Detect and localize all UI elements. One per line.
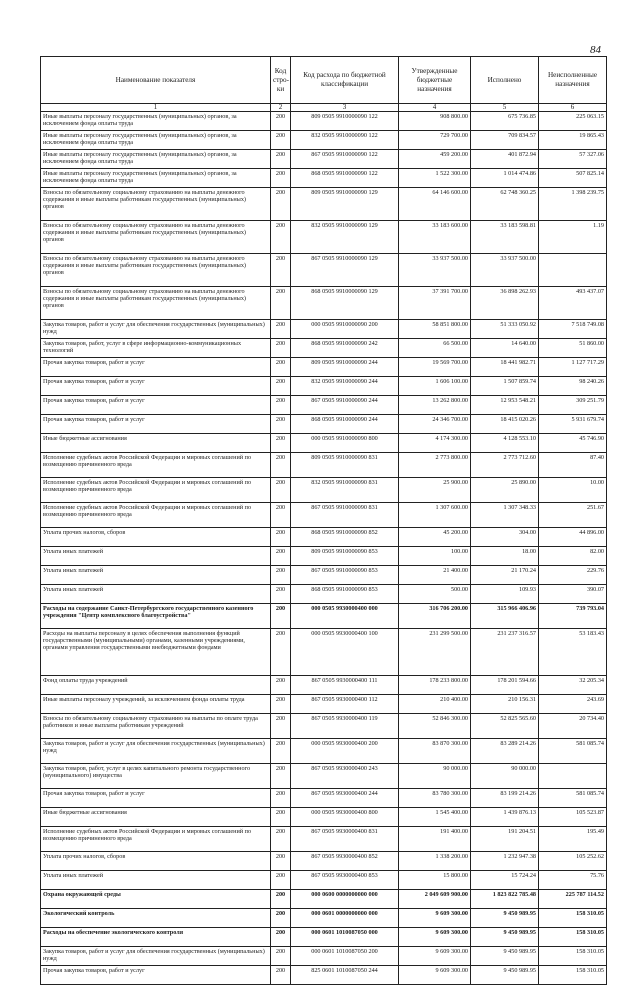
- table-row: [41, 789, 607, 808]
- cell-name: Прочая закупка товаров, работ и услуг: [41, 415, 271, 434]
- cell-name: Взносы по обязательному социальному страхованию на выплаты денежного содержания и иные выплаты работникам государственных (муниципальных) органов: [41, 188, 271, 221]
- cell-approved: 52 846 300.00: [399, 714, 471, 739]
- cell-code: 200: [271, 764, 291, 789]
- cell-name: Прочая закупка товаров, работ и услуг: [41, 966, 271, 985]
- cell-class: 867 0505 9910000090 122: [291, 150, 399, 169]
- cell-executed: 9 450 989.95: [471, 947, 539, 966]
- cell-name: Закупка товаров, работ и услуг для обеспечения государственных (муниципальных) нужд: [41, 320, 271, 339]
- table-row: [41, 528, 607, 547]
- cell-name: Взносы по обязательному социальному страхованию на выплаты денежного содержания и иные выплаты работникам государственных (муниципальных) органов: [41, 254, 271, 287]
- cell-approved: 1 307 600.00: [399, 503, 471, 528]
- table-row: [41, 966, 607, 985]
- cell-name: Взносы по обязательному социальному страхованию на выплаты денежного содержания и иные выплаты работникам государственных (муниципальных) органов: [41, 221, 271, 254]
- cell-code: 200: [271, 320, 291, 339]
- cell-approved: 9 609 300.00: [399, 966, 471, 985]
- cell-code: 200: [271, 547, 291, 566]
- cell-code: 200: [271, 287, 291, 320]
- cell-name: Взносы по обязательному социальному страхованию на выплаты по оплате труда работников и иные выплаты работникам учреждений: [41, 714, 271, 739]
- cell-class: 000 0601 1010087050 200: [291, 947, 399, 966]
- cell-name: Охрана окружающей среды: [41, 890, 271, 909]
- cell-approved: 66 500.00: [399, 339, 471, 358]
- cell-executed: 9 450 989.95: [471, 928, 539, 947]
- cell-name: Фонд оплаты труда учреждений: [41, 676, 271, 695]
- cell-class: 868 0505 9910000090 852: [291, 528, 399, 547]
- cell-class: 867 0505 9910000090 244: [291, 396, 399, 415]
- cell-executed: 1 823 822 785.48: [471, 890, 539, 909]
- cell-approved: 83 780 300.00: [399, 789, 471, 808]
- page-number: 84: [590, 44, 601, 56]
- cell-executed: 36 898 262.93: [471, 287, 539, 320]
- cell-approved: 13 262 800.00: [399, 396, 471, 415]
- cell-class: 867 0505 9930000400 831: [291, 827, 399, 852]
- cell-unexecuted: 51 860.00: [539, 339, 607, 358]
- cell-class: 867 0505 9910000090 831: [291, 503, 399, 528]
- cell-code: 200: [271, 434, 291, 453]
- cell-approved: 1 606 100.00: [399, 377, 471, 396]
- cell-name: Исполнение судебных актов Российской Федерации и мировых соглашений по возмещению причиненного вреда: [41, 503, 271, 528]
- cell-name: Иные выплаты персоналу учреждений, за исключением фонда оплаты труда: [41, 695, 271, 714]
- cell-unexecuted: 158 310.05: [539, 909, 607, 928]
- cell-unexecuted: 158 310.05: [539, 947, 607, 966]
- column-number: 1: [41, 104, 271, 112]
- cell-unexecuted: 19 865.43: [539, 131, 607, 150]
- table-row: [41, 808, 607, 827]
- cell-code: 200: [271, 254, 291, 287]
- header-approved: Утвержденные бюджетные назначения: [399, 57, 471, 104]
- cell-class: 868 0505 9910000090 244: [291, 415, 399, 434]
- table-row: [41, 396, 607, 415]
- cell-unexecuted: 225 063.15: [539, 112, 607, 131]
- cell-executed: 12 953 548.21: [471, 396, 539, 415]
- cell-unexecuted: 7 518 749.08: [539, 320, 607, 339]
- cell-unexecuted: 98 240.26: [539, 377, 607, 396]
- cell-name: Исполнение судебных актов Российской Федерации и мировых соглашений по возмещению причиненного вреда: [41, 478, 271, 503]
- cell-approved: 21 400.00: [399, 566, 471, 585]
- cell-class: 868 0505 9910000090 242: [291, 339, 399, 358]
- cell-approved: 33 183 600.00: [399, 221, 471, 254]
- table-row: [41, 320, 607, 339]
- cell-code: 200: [271, 396, 291, 415]
- cell-code: 200: [271, 453, 291, 478]
- cell-approved: 729 700.00: [399, 131, 471, 150]
- cell-approved: 19 569 700.00: [399, 358, 471, 377]
- cell-executed: 21 170.24: [471, 566, 539, 585]
- cell-class: 000 0600 0000000000 000: [291, 890, 399, 909]
- cell-code: 200: [271, 871, 291, 890]
- cell-approved: 500.00: [399, 585, 471, 604]
- cell-executed: 14 640.00: [471, 339, 539, 358]
- cell-name: Расходы на обеспечение экологического контроля: [41, 928, 271, 947]
- cell-unexecuted: 158 310.05: [539, 928, 607, 947]
- cell-class: 809 0505 9910000090 831: [291, 453, 399, 478]
- cell-unexecuted: 309 251.79: [539, 396, 607, 415]
- cell-approved: 9 609 300.00: [399, 909, 471, 928]
- cell-class: 000 0505 9910000090 800: [291, 434, 399, 453]
- table-row: [41, 339, 607, 358]
- cell-class: 832 0505 9910000090 831: [291, 478, 399, 503]
- cell-code: 200: [271, 890, 291, 909]
- cell-class: 832 0505 9910000090 122: [291, 131, 399, 150]
- cell-class: 000 0505 9930000400 200: [291, 739, 399, 764]
- cell-executed: 52 825 565.60: [471, 714, 539, 739]
- table-row: [41, 827, 607, 852]
- cell-executed: 83 199 214.26: [471, 789, 539, 808]
- cell-executed: 33 937 500.00: [471, 254, 539, 287]
- table-row: [41, 503, 607, 528]
- cell-code: 200: [271, 676, 291, 695]
- cell-executed: 18 415 020.26: [471, 415, 539, 434]
- cell-class: 832 0505 9910000090 244: [291, 377, 399, 396]
- cell-unexecuted: 45 746.90: [539, 434, 607, 453]
- cell-executed: 1 307 348.33: [471, 503, 539, 528]
- cell-code: 200: [271, 739, 291, 764]
- cell-executed: 90 000.00: [471, 764, 539, 789]
- column-number-row: [41, 104, 607, 112]
- table-row: [41, 604, 607, 629]
- cell-approved: 15 800.00: [399, 871, 471, 890]
- cell-unexecuted: 251.67: [539, 503, 607, 528]
- cell-executed: 1 507 859.74: [471, 377, 539, 396]
- table-row: [41, 287, 607, 320]
- cell-code: 200: [271, 377, 291, 396]
- cell-code: 200: [271, 947, 291, 966]
- table-row: [41, 714, 607, 739]
- cell-approved: 37 391 700.00: [399, 287, 471, 320]
- cell-class: 867 0505 9930000400 112: [291, 695, 399, 714]
- cell-class: 867 0505 9930000400 852: [291, 852, 399, 871]
- cell-class: 867 0505 9910000090 129: [291, 254, 399, 287]
- column-number: 5: [471, 104, 539, 112]
- cell-code: 200: [271, 150, 291, 169]
- table-row: [41, 890, 607, 909]
- cell-executed: 51 333 050.92: [471, 320, 539, 339]
- table-row: [41, 547, 607, 566]
- table-row: [41, 764, 607, 789]
- cell-executed: 1 232 947.38: [471, 852, 539, 871]
- cell-class: 809 0505 9910000090 853: [291, 547, 399, 566]
- table-row: [41, 585, 607, 604]
- table-row: [41, 377, 607, 396]
- cell-unexecuted: 87.40: [539, 453, 607, 478]
- cell-unexecuted: 493 437.07: [539, 287, 607, 320]
- cell-class: 867 0505 9930000400 119: [291, 714, 399, 739]
- header-code: Код стро-ки: [271, 57, 291, 104]
- cell-executed: 83 289 214.26: [471, 739, 539, 764]
- cell-name: Расходы на выплаты персоналу в целях обеспечения выполнения функций государственными (муниципальными) органами, казенными учреждениями, органами управления государственными внебюджетными фондами: [41, 629, 271, 676]
- budget-execution-table: [40, 56, 607, 985]
- cell-approved: 178 233 800.00: [399, 676, 471, 695]
- cell-approved: 4 174 300.00: [399, 434, 471, 453]
- cell-code: 200: [271, 966, 291, 985]
- cell-code: 200: [271, 566, 291, 585]
- cell-class: 809 0505 9910000090 122: [291, 112, 399, 131]
- cell-approved: 1 522 300.00: [399, 169, 471, 188]
- cell-class: 868 0505 9910000090 129: [291, 287, 399, 320]
- cell-approved: 210 400.00: [399, 695, 471, 714]
- cell-name: Исполнение судебных актов Российской Федерации и мировых соглашений по возмещению причиненного вреда: [41, 453, 271, 478]
- cell-unexecuted: 243.69: [539, 695, 607, 714]
- cell-name: Уплата иных платежей: [41, 566, 271, 585]
- cell-unexecuted: 75.76: [539, 871, 607, 890]
- table-row: [41, 131, 607, 150]
- cell-code: 200: [271, 131, 291, 150]
- cell-name: Прочая закупка товаров, работ и услуг: [41, 396, 271, 415]
- cell-class: 868 0505 9910000090 853: [291, 585, 399, 604]
- table-row: [41, 566, 607, 585]
- cell-name: Уплата иных платежей: [41, 585, 271, 604]
- cell-code: 200: [271, 909, 291, 928]
- cell-executed: 675 736.85: [471, 112, 539, 131]
- cell-name: Уплата прочих налогов, сборов: [41, 528, 271, 547]
- table-row: [41, 871, 607, 890]
- cell-approved: 58 851 800.00: [399, 320, 471, 339]
- cell-name: Иные выплаты персоналу государственных (муниципальных) органов, за исключением фонда оплаты труда: [41, 150, 271, 169]
- cell-executed: 178 201 594.66: [471, 676, 539, 695]
- cell-approved: 90 000.00: [399, 764, 471, 789]
- cell-class: 867 0505 9910000090 853: [291, 566, 399, 585]
- table-row: [41, 188, 607, 221]
- cell-name: Иные бюджетные ассигнования: [41, 434, 271, 453]
- cell-approved: 1 545 400.00: [399, 808, 471, 827]
- cell-name: Прочая закупка товаров, работ и услуг: [41, 377, 271, 396]
- cell-executed: 9 450 989.95: [471, 909, 539, 928]
- cell-unexecuted: 5 931 679.74: [539, 415, 607, 434]
- cell-unexecuted: 158 310.05: [539, 966, 607, 985]
- cell-class: 000 0505 9930000400 800: [291, 808, 399, 827]
- cell-code: 200: [271, 585, 291, 604]
- cell-executed: 33 183 598.81: [471, 221, 539, 254]
- table-row: [41, 947, 607, 966]
- cell-name: Прочая закупка товаров, работ и услуг: [41, 358, 271, 377]
- column-number: 2: [271, 104, 291, 112]
- cell-unexecuted: 57 327.06: [539, 150, 607, 169]
- column-number: 4: [399, 104, 471, 112]
- cell-approved: 1 338 200.00: [399, 852, 471, 871]
- cell-executed: 1 439 876.13: [471, 808, 539, 827]
- cell-code: 200: [271, 169, 291, 188]
- cell-code: 200: [271, 478, 291, 503]
- cell-unexecuted: 390.07: [539, 585, 607, 604]
- cell-executed: 2 773 712.60: [471, 453, 539, 478]
- cell-approved: 459 200.00: [399, 150, 471, 169]
- cell-executed: 25 890.00: [471, 478, 539, 503]
- cell-approved: 2 773 800.00: [399, 453, 471, 478]
- table-row: [41, 358, 607, 377]
- table-row: [41, 695, 607, 714]
- cell-class: 832 0505 9910000090 129: [291, 221, 399, 254]
- cell-name: Закупка товаров, работ, услуг в целях капитального ремонта государственного (муниципального) имущества: [41, 764, 271, 789]
- column-number: 3: [291, 104, 399, 112]
- cell-code: 200: [271, 112, 291, 131]
- cell-approved: 191 400.00: [399, 827, 471, 852]
- cell-code: 200: [271, 695, 291, 714]
- cell-approved: 231 299 500.00: [399, 629, 471, 676]
- cell-unexecuted: 225 787 114.52: [539, 890, 607, 909]
- cell-executed: 191 204.51: [471, 827, 539, 852]
- cell-unexecuted: 105 523.87: [539, 808, 607, 827]
- cell-code: 200: [271, 629, 291, 676]
- header-classification: Код расхода по бюджетной классификации: [291, 57, 399, 104]
- cell-name: Иные бюджетные ассигнования: [41, 808, 271, 827]
- cell-executed: 4 128 553.10: [471, 434, 539, 453]
- table-row: [41, 928, 607, 947]
- cell-approved: 45 200.00: [399, 528, 471, 547]
- cell-approved: 316 706 200.00: [399, 604, 471, 629]
- table-row: [41, 434, 607, 453]
- cell-unexecuted: 195.49: [539, 827, 607, 852]
- cell-unexecuted: 229.76: [539, 566, 607, 585]
- cell-code: 200: [271, 503, 291, 528]
- cell-class: 867 0505 9930000400 853: [291, 871, 399, 890]
- cell-executed: 9 450 989.95: [471, 966, 539, 985]
- cell-approved: 64 146 600.00: [399, 188, 471, 221]
- table-row: [41, 112, 607, 131]
- cell-unexecuted: 581 085.74: [539, 739, 607, 764]
- cell-name: Закупка товаров, работ и услуг для обеспечения государственных (муниципальных) нужд: [41, 947, 271, 966]
- header-unexecuted: Неисполненные назначения: [539, 57, 607, 104]
- cell-class: 000 0505 9910000090 200: [291, 320, 399, 339]
- cell-executed: 304.00: [471, 528, 539, 547]
- cell-name: Иные выплаты персоналу государственных (муниципальных) органов, за исключением фонда оплаты труда: [41, 169, 271, 188]
- cell-executed: 709 834.57: [471, 131, 539, 150]
- cell-name: Взносы по обязательному социальному страхованию на выплаты денежного содержания и иные выплаты работникам государственных (муниципальных) органов: [41, 287, 271, 320]
- cell-approved: 24 346 700.00: [399, 415, 471, 434]
- table-row: [41, 478, 607, 503]
- cell-name: Иные выплаты персоналу государственных (муниципальных) органов, за исключением фонда оплаты труда: [41, 112, 271, 131]
- table-row: [41, 909, 607, 928]
- cell-executed: 18.00: [471, 547, 539, 566]
- cell-class: 867 0505 9930000400 243: [291, 764, 399, 789]
- cell-code: 200: [271, 188, 291, 221]
- cell-code: 200: [271, 604, 291, 629]
- cell-code: 200: [271, 827, 291, 852]
- cell-name: Уплата иных платежей: [41, 547, 271, 566]
- cell-name: Экологический контроль: [41, 909, 271, 928]
- cell-executed: 109.93: [471, 585, 539, 604]
- cell-unexecuted: 53 183.43: [539, 629, 607, 676]
- cell-code: 200: [271, 358, 291, 377]
- cell-class: 000 0601 1010087050 000: [291, 928, 399, 947]
- cell-class: 867 0505 9930000400 244: [291, 789, 399, 808]
- cell-approved: 33 937 500.00: [399, 254, 471, 287]
- cell-approved: 83 870 300.00: [399, 739, 471, 764]
- cell-unexecuted: 105 252.62: [539, 852, 607, 871]
- cell-code: 200: [271, 852, 291, 871]
- cell-name: Иные выплаты персоналу государственных (муниципальных) органов, за исключением фонда оплаты труда: [41, 131, 271, 150]
- table-row: [41, 254, 607, 287]
- cell-executed: 231 237 316.57: [471, 629, 539, 676]
- cell-executed: 401 872.94: [471, 150, 539, 169]
- cell-approved: 9 609 300.00: [399, 947, 471, 966]
- cell-class: 000 0505 9930000400 000: [291, 604, 399, 629]
- cell-class: 867 0505 9930000400 111: [291, 676, 399, 695]
- cell-unexecuted: 739 793.04: [539, 604, 607, 629]
- cell-executed: 1 014 474.86: [471, 169, 539, 188]
- cell-unexecuted: 581 085.74: [539, 789, 607, 808]
- cell-code: 200: [271, 928, 291, 947]
- cell-name: Прочая закупка товаров, работ и услуг: [41, 789, 271, 808]
- cell-unexecuted: 82.00: [539, 547, 607, 566]
- cell-class: 868 0505 9910000090 122: [291, 169, 399, 188]
- cell-name: Расходы на содержание Санкт-Петербургского государственного казенного учреждения "Центр комплексного благоустройства": [41, 604, 271, 629]
- table-row: [41, 629, 607, 676]
- cell-class: 000 0505 9930000400 100: [291, 629, 399, 676]
- cell-approved: 908 800.00: [399, 112, 471, 131]
- cell-class: 809 0505 9910000090 244: [291, 358, 399, 377]
- table-row: [41, 453, 607, 478]
- table-row: [41, 739, 607, 764]
- cell-unexecuted: 507 825.14: [539, 169, 607, 188]
- cell-name: Исполнение судебных актов Российской Федерации и мировых соглашений по возмещению причиненного вреда: [41, 827, 271, 852]
- table-row: [41, 169, 607, 188]
- cell-executed: 18 441 982.71: [471, 358, 539, 377]
- cell-approved: 100.00: [399, 547, 471, 566]
- cell-code: 200: [271, 714, 291, 739]
- cell-class: 809 0505 9910000090 129: [291, 188, 399, 221]
- column-number: 6: [539, 104, 607, 112]
- cell-name: Закупка товаров, работ, услуг в сфере информационно-коммуникационных технологий: [41, 339, 271, 358]
- table-row: [41, 221, 607, 254]
- cell-executed: 315 966 406.96: [471, 604, 539, 629]
- cell-approved: 25 900.00: [399, 478, 471, 503]
- cell-unexecuted: 1.19: [539, 221, 607, 254]
- cell-code: 200: [271, 415, 291, 434]
- cell-executed: 62 748 360.25: [471, 188, 539, 221]
- cell-code: 200: [271, 789, 291, 808]
- cell-approved: 9 609 300.00: [399, 928, 471, 947]
- cell-unexecuted: 1 127 717.29: [539, 358, 607, 377]
- cell-unexecuted: 10.00: [539, 478, 607, 503]
- cell-code: 200: [271, 808, 291, 827]
- cell-class: 825 0601 1010087050 244: [291, 966, 399, 985]
- cell-code: 200: [271, 528, 291, 547]
- cell-executed: 15 724.24: [471, 871, 539, 890]
- table-row: [41, 676, 607, 695]
- header-executed: Исполнено: [471, 57, 539, 104]
- cell-class: 000 0601 0000000000 000: [291, 909, 399, 928]
- cell-unexecuted: [539, 764, 607, 789]
- cell-code: 200: [271, 221, 291, 254]
- cell-name: Уплата прочих налогов, сборов: [41, 852, 271, 871]
- cell-name: Закупка товаров, работ и услуг для обеспечения государственных (муниципальных) нужд: [41, 739, 271, 764]
- cell-code: 200: [271, 339, 291, 358]
- table-row: [41, 415, 607, 434]
- cell-executed: 210 156.31: [471, 695, 539, 714]
- cell-unexecuted: 44 896.00: [539, 528, 607, 547]
- cell-approved: 2 049 609 900.00: [399, 890, 471, 909]
- table-row: [41, 852, 607, 871]
- cell-unexecuted: 32 205.34: [539, 676, 607, 695]
- header-name: Наименование показателя: [41, 57, 271, 104]
- cell-unexecuted: [539, 254, 607, 287]
- cell-name: Уплата иных платежей: [41, 871, 271, 890]
- cell-unexecuted: 20 734.40: [539, 714, 607, 739]
- cell-unexecuted: 1 398 239.75: [539, 188, 607, 221]
- table-header-row: [41, 57, 607, 104]
- table-row: [41, 150, 607, 169]
